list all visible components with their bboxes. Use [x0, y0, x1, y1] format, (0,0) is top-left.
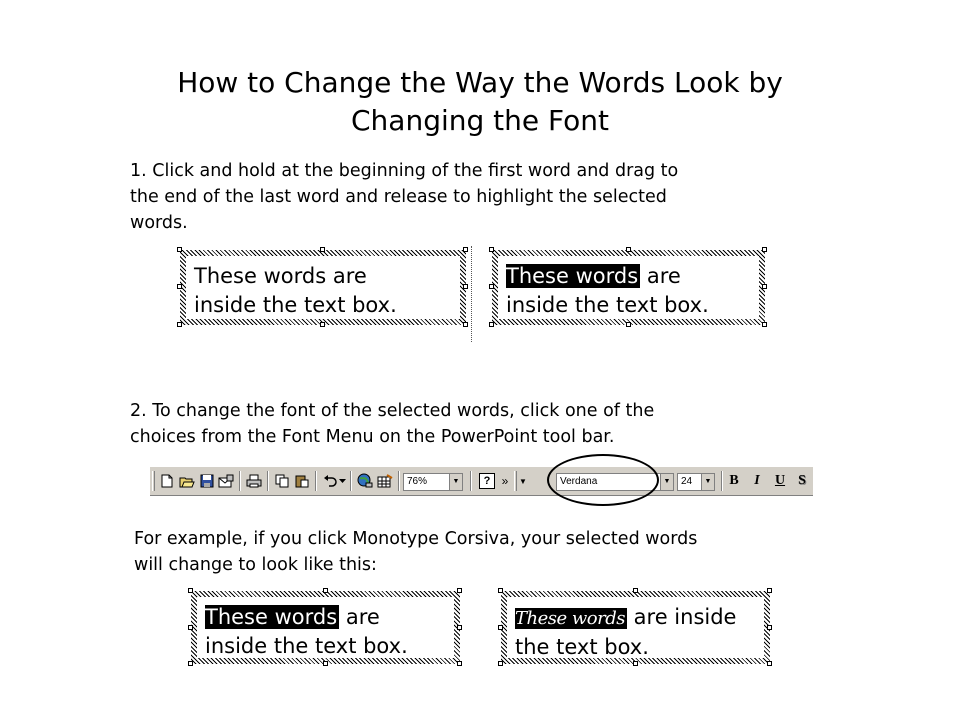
selected-text: These words	[205, 605, 338, 629]
text-line-2: inside the text box.	[205, 634, 408, 658]
text-rest: are inside	[626, 605, 737, 629]
open-folder-icon[interactable]	[178, 472, 196, 490]
resize-handle[interactable]	[762, 247, 767, 252]
text-box-original[interactable]	[180, 250, 466, 325]
text-line-1: These words are	[194, 264, 367, 288]
shadow-label: S	[798, 473, 806, 488]
text-box-after-font-change[interactable]	[501, 591, 770, 664]
resize-handle[interactable]	[177, 322, 182, 327]
resize-handle[interactable]	[177, 247, 182, 252]
resize-handle[interactable]	[767, 661, 772, 666]
overflow-label: »	[501, 474, 509, 488]
chevron-down-icon[interactable]: ▼	[449, 474, 462, 490]
font-menu-highlight-circle	[547, 454, 659, 506]
font-size-select[interactable]	[677, 473, 715, 491]
text-box-content	[205, 603, 450, 661]
powerpoint-toolbar	[150, 466, 813, 496]
toolbar-separator	[470, 471, 472, 491]
toolbar-grip[interactable]	[152, 471, 155, 491]
tables-borders-icon[interactable]	[376, 472, 394, 490]
resize-handle[interactable]	[498, 588, 503, 593]
bold-button[interactable]	[724, 472, 744, 490]
step-2-line-1: 2. To change the font of the selected words, click one of the	[130, 401, 655, 421]
step-2-line-2: choices from the Font Menu on the PowerPoint tool bar.	[130, 427, 615, 447]
resize-handle[interactable]	[323, 661, 328, 666]
page-title	[90, 64, 870, 140]
resize-handle[interactable]	[767, 625, 772, 630]
step-1-line-1: 1. Click and hold at the beginning of the first word and drag to	[130, 161, 679, 181]
toolbar-separator	[315, 471, 317, 491]
resize-handle[interactable]	[626, 247, 631, 252]
zoom-select[interactable]	[403, 473, 463, 491]
resize-handle[interactable]	[489, 247, 494, 252]
insert-hyperlink-icon[interactable]	[356, 472, 374, 490]
chevron-down-icon[interactable]: ▼	[660, 474, 673, 490]
resize-handle[interactable]	[489, 284, 494, 289]
resize-handle[interactable]	[323, 588, 328, 593]
text-box-before-font-change[interactable]	[191, 591, 460, 664]
text-box-content	[515, 603, 760, 662]
print-icon[interactable]	[245, 472, 263, 490]
chevron-down-icon[interactable]: ▼	[701, 474, 714, 490]
resize-handle[interactable]	[626, 322, 631, 327]
title-line-1: How to Change the Way the Words Look by	[177, 66, 783, 99]
save-icon[interactable]	[198, 472, 216, 490]
resize-handle[interactable]	[188, 661, 193, 666]
example-line-2: will change to look like this:	[134, 555, 377, 575]
toolbar-separator	[350, 471, 352, 491]
new-document-icon[interactable]	[158, 472, 176, 490]
toolbar-separator	[239, 471, 241, 491]
resize-handle[interactable]	[762, 284, 767, 289]
resize-handle[interactable]	[762, 322, 767, 327]
example-line-1: For example, if you click Monotype Corsiva, your selected words	[134, 529, 698, 549]
underline-button[interactable]	[770, 472, 790, 490]
undo-dropdown-icon[interactable]	[337, 472, 347, 490]
resize-handle[interactable]	[498, 625, 503, 630]
email-icon[interactable]	[217, 472, 235, 490]
resize-handle[interactable]	[767, 588, 772, 593]
example-text	[134, 526, 697, 578]
resize-handle[interactable]	[633, 661, 638, 666]
resize-handle[interactable]	[320, 322, 325, 327]
resize-handle[interactable]	[457, 661, 462, 666]
italic-label: I	[754, 473, 760, 488]
text-box-content	[194, 262, 456, 320]
font-size-value: 24	[681, 476, 693, 487]
zoom-value: 76%	[407, 476, 428, 487]
divider	[471, 246, 472, 342]
text-rest: are	[640, 264, 681, 288]
text-line-2: inside the text box.	[506, 293, 709, 317]
toolbar-separator	[398, 471, 400, 491]
resize-handle[interactable]	[463, 284, 468, 289]
resize-handle[interactable]	[498, 661, 503, 666]
underline-label: U	[774, 473, 786, 488]
font-value: Verdana	[560, 476, 598, 487]
selected-text-corsiva: These words	[515, 608, 625, 629]
toolbar-separator	[721, 471, 723, 491]
text-rest: are	[339, 605, 380, 629]
more-buttons-icon[interactable]	[500, 472, 510, 490]
resize-handle[interactable]	[633, 588, 638, 593]
resize-handle[interactable]	[457, 588, 462, 593]
dropdown-arrow-icon[interactable]: ▼	[519, 476, 527, 486]
help-icon[interactable]	[479, 473, 495, 489]
copy-icon[interactable]	[273, 472, 291, 490]
text-line-2: the text box.	[515, 635, 649, 659]
step-2-text	[130, 398, 654, 450]
shadow-button[interactable]	[792, 472, 812, 490]
italic-button[interactable]	[747, 472, 767, 490]
step-1-line-2: the end of the last word and release to highlight the selected	[130, 187, 667, 207]
paste-icon[interactable]	[293, 472, 311, 490]
bold-label: B	[729, 473, 739, 488]
resize-handle[interactable]	[457, 625, 462, 630]
resize-handle[interactable]	[188, 625, 193, 630]
text-box-selected[interactable]	[492, 250, 765, 325]
resize-handle[interactable]	[320, 247, 325, 252]
help-label: ?	[483, 475, 491, 487]
resize-handle[interactable]	[463, 247, 468, 252]
resize-handle[interactable]	[489, 322, 494, 327]
resize-handle[interactable]	[188, 588, 193, 593]
selected-text: These words	[506, 264, 639, 288]
resize-handle[interactable]	[463, 322, 468, 327]
text-line-2: inside the text box.	[194, 293, 397, 317]
resize-handle[interactable]	[177, 284, 182, 289]
toolbar-separator	[267, 471, 269, 491]
step-1-text	[130, 158, 678, 236]
text-box-content	[506, 262, 755, 320]
toolbar-grip[interactable]	[514, 471, 517, 491]
step-1-line-3: words.	[130, 213, 188, 233]
title-line-2: Changing the Font	[351, 104, 609, 137]
